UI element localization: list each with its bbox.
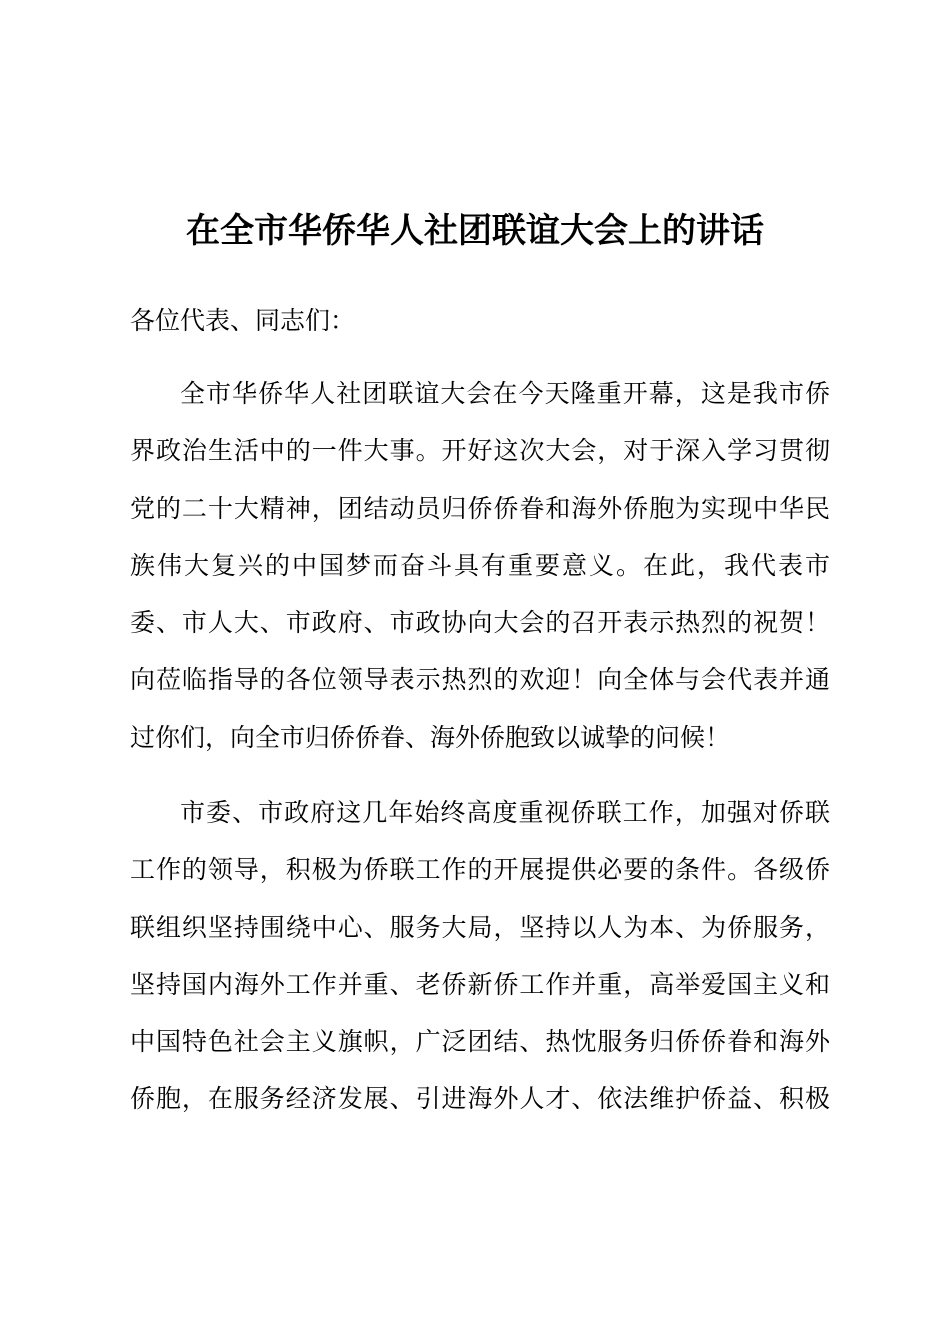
text-line: 坚持国内海外工作并重、老侨新侨工作并重，高举爱国主义和 (130, 969, 830, 999)
paragraph-2 (130, 784, 830, 1128)
text-line: 党的二十大精神，团结动员归侨侨眷和海外侨胞为实现中华民 (130, 493, 830, 523)
paragraph-1 (130, 365, 830, 766)
document-title: 在全市华侨华人社团联谊大会上的讲话 (186, 211, 764, 251)
text-line: 联组织坚持围绕中心、服务大局，坚持以人为本、为侨服务， (130, 912, 830, 942)
text-line: 全市华侨华人社团联谊大会在今天隆重开幕，这是我市侨 (180, 379, 830, 408)
text-line: 族伟大复兴的中国梦而奋斗具有重要意义。在此，我代表市 (130, 550, 830, 580)
text-line: 过你们，向全市归侨侨眷、海外侨胞致以诚挚的问候！ (130, 722, 731, 752)
text-line: 向莅临指导的各位领导表示热烈的欢迎！向全体与会代表并通 (130, 665, 830, 695)
text-line: 侨胞，在服务经济发展、引进海外人才、依法维护侨益、积极 (130, 1084, 830, 1114)
text-line: 中国特色社会主义旗帜，广泛团结、热忱服务归侨侨眷和海外 (130, 1027, 830, 1057)
text-line: 界政治生活中的一件大事。开好这次大会，对于深入学习贯彻 (130, 436, 830, 466)
salutation: 各位代表、同志们： (130, 306, 356, 335)
text-line: 市委、市政府这几年始终高度重视侨联工作，加强对侨联 (180, 798, 830, 827)
text-line: 工作的领导，积极为侨联工作的开展提供必要的条件。各级侨 (130, 855, 830, 885)
text-line: 委、市人大、市政府、市政协向大会的召开表示热烈的祝贺！ (130, 608, 830, 638)
